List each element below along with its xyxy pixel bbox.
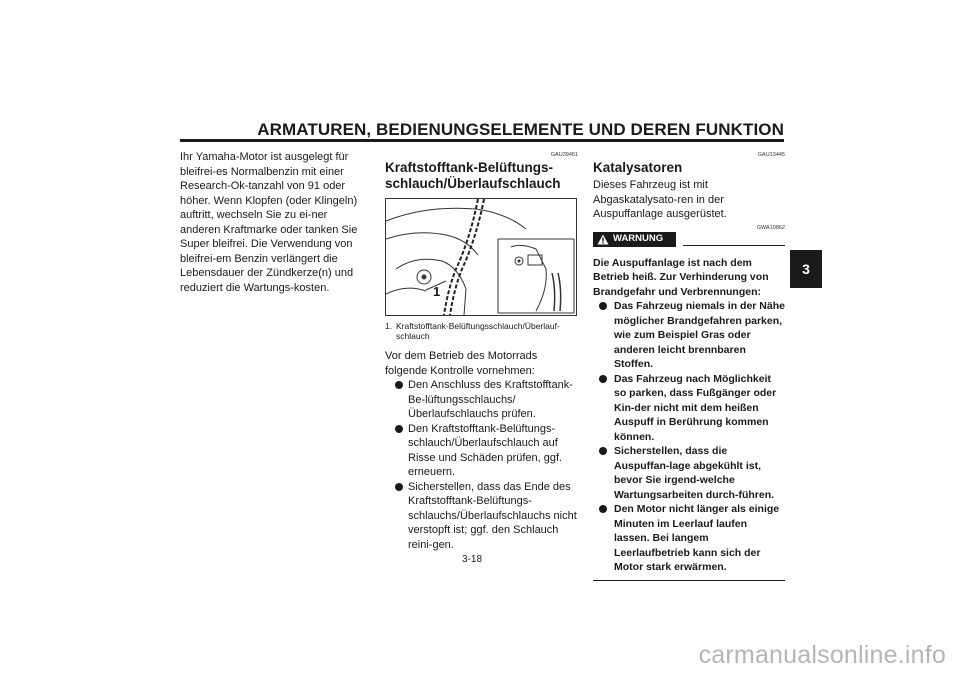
column-2 <box>385 150 578 552</box>
list-item <box>385 422 578 480</box>
list-item-text: Den Motor nicht länger als einige Minuten im Leerlauf laufen lassen. Bei langem Leerlaufbetrieb kann sich der Motor stark erwärmen. <box>614 503 780 573</box>
bullet-icon <box>599 302 607 310</box>
bullet-icon <box>599 505 607 513</box>
breather-hose-figure <box>385 198 577 316</box>
warning-list <box>593 299 785 575</box>
caption-number: 1. <box>385 321 393 331</box>
list-item-text: Sicherstellen, dass die Auspuffan-lage abgekühlt ist, bevor Sie irgend-welche Wartungsarbeiten durch-führen. <box>614 445 775 501</box>
warning-code: GWA10862 <box>756 224 785 231</box>
list-item <box>593 299 785 372</box>
bullet-icon <box>599 447 607 455</box>
warning-label: WARNUNG <box>613 232 664 244</box>
warning-triangle-icon <box>597 234 609 245</box>
list-item <box>593 372 785 445</box>
section-heading-catalysts: Katalysatoren <box>593 160 683 175</box>
warning-body <box>593 256 785 575</box>
watermark: carmanualsonline.info <box>698 641 946 669</box>
breather-hose-illustration <box>386 199 576 315</box>
list-item-text: Das Fahrzeug niemals in der Nähe möglicher Brandgefahren parken, wie zum Beispiel Gras oder anderen leicht brennbaren Stoffen. <box>614 300 785 370</box>
fuel-paragraph: Ihr Yamaha-Motor ist ausgelegt für bleifrei-es Normalbenzin mit einer Research-Ok-tanzahl von 91 oder höher. Wenn Klopfen (oder Klingeln) auftritt, wechseln Sie zu ei-ner anderen Kraftmarke oder tanken Sie Super bleifrei. Die Verwendung von bleifrei-em Benzin verlängert die Lebensdauer der Zündkerze(n) und reduziert die Wartungs-kosten. <box>180 151 358 294</box>
breather-intro: Vor dem Betrieb des Motorrads folgende Kontrolle vornehmen: <box>385 350 538 377</box>
list-item <box>593 502 785 575</box>
column-3 <box>593 150 785 581</box>
list-item-text: Den Kraftstofftank-Belüftungs-schlauch/Überlaufschlauch auf Risse und Schäden prüfen, ggf. erneuern. <box>408 422 563 478</box>
caption-text: Kraftstofftank-Belüftungsschlauch/Überlauf-schlauch <box>396 321 560 341</box>
page-number: 3-18 <box>462 554 483 565</box>
warning-header <box>593 232 785 248</box>
figure-caption <box>385 321 578 341</box>
section-code: GAU13445 <box>757 152 785 158</box>
list-item <box>385 480 578 553</box>
list-item-text: Den Anschluss des Kraftstofftank-Be-lüftungsschlauchs/Überlaufschlauchs prüfen. <box>408 379 573 420</box>
chapter-tab: 3 <box>790 250 822 288</box>
section-code: GAU39451 <box>550 152 578 158</box>
header-rule <box>180 139 784 142</box>
warning-badge <box>593 232 676 247</box>
bullet-icon <box>395 483 403 491</box>
warning-intro: Die Auspuffanlage ist nach dem Betrieb heiß. Zur Verhinderung von Brandgefahr und Verbrennungen: <box>593 256 769 298</box>
section-heading-breather-hose: Kraftstofftank-Belüftungs-schlauch/Überlaufschlauch <box>385 160 561 191</box>
breather-checklist <box>385 378 578 552</box>
list-item <box>593 444 785 502</box>
warning-end-rule <box>593 580 785 582</box>
figure-callout-1: 1 <box>433 284 441 299</box>
list-item-text: Sicherstellen, dass das Ende des Kraftstofftank-Belüftungs-schlauchs/Überlaufschlauchs nicht verstopft ist; ggf. den Schlauch reini-gen. <box>408 480 577 551</box>
page-header-title: ARMATUREN, BEDIENUNGSELEMENTE UND DEREN FUNKTION <box>257 120 784 139</box>
warning-rule <box>683 245 785 247</box>
catalyst-paragraph: Dieses Fahrzeug ist mit Abgaskatalysato-ren in der Auspuffanlage ausgerüstet. <box>593 179 727 220</box>
bullet-icon <box>395 425 403 433</box>
bullet-icon <box>599 375 607 383</box>
column-1 <box>180 150 370 295</box>
list-item-text: Das Fahrzeug nach Möglichkeit so parken, dass Fußgänger oder Kin-der nicht mit dem heißen Auspuff in Berührung kommen können. <box>614 372 777 443</box>
bullet-icon <box>395 381 403 389</box>
list-item <box>385 378 578 422</box>
